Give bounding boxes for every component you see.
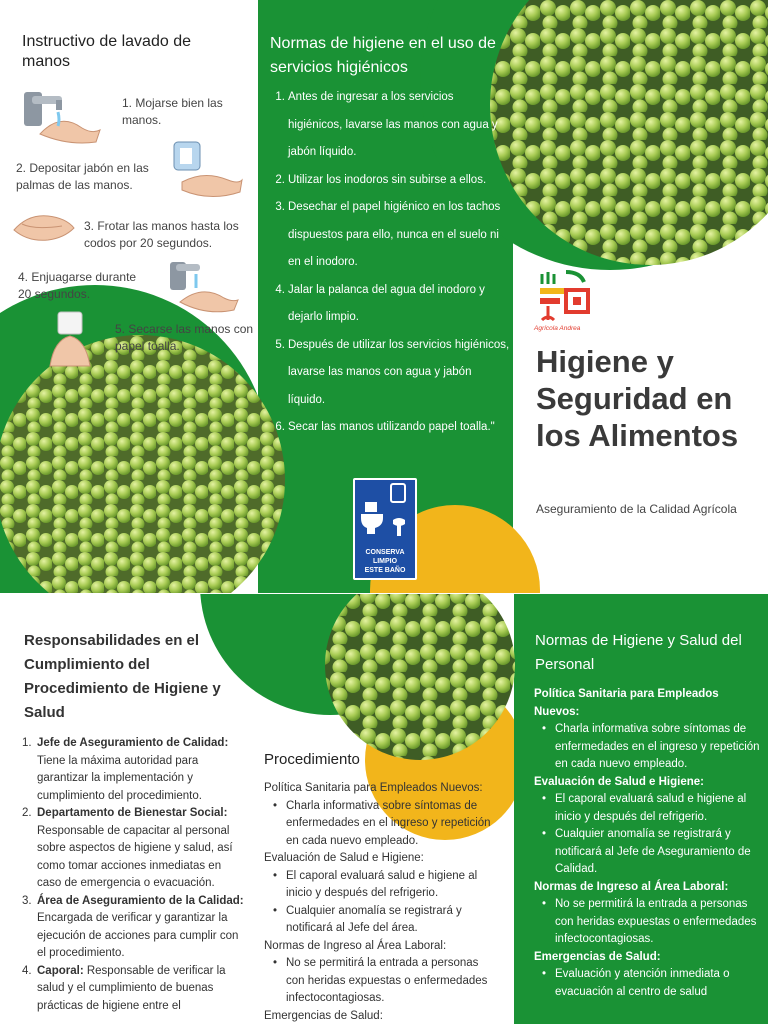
- sign-text-line2: ESTE BAÑO: [364, 567, 406, 574]
- staff-hygiene-title: Normas de Higiene y Salud del Personal: [535, 632, 742, 673]
- responsibilities-title: Responsabilidades en el Cumplimiento del Procedimiento de Higiene y Salud: [24, 632, 221, 721]
- list-item: 2. Utilizar los inodoros sin subirse a ellos.: [275, 173, 487, 186]
- section-heading: Normas de Ingreso al Área Laboral:: [264, 939, 447, 952]
- list-item: 4. Jalar la palanca del agua del inodoro y dejarlo limpio.: [275, 283, 485, 323]
- clean-bathroom-sign: [353, 478, 417, 580]
- bullet-item: • Cualquier anomalía se registrará y notificará al Jefe de Aseguramiento de Calidad.: [534, 826, 764, 879]
- handwash-step-3: 3. Frotar las manos hasta los codos por 20 segundos.: [84, 219, 239, 250]
- brochure-subtitle: Aseguramiento de la Calidad Agrícola: [536, 502, 737, 516]
- list-item: 5. Después de utilizar los servicios higiénicos, lavarse las manos con agua y jabón líquido.: [275, 338, 510, 406]
- bullet-item: • Charla informativa sobre síntomas de enfermedades en el ingreso y repetición en cada nuevo empleado.: [264, 798, 500, 851]
- section-heading: Normas de Ingreso al Área Laboral:: [534, 880, 729, 893]
- list-item: 1. Antes de ingresar a los servicios higiénicos, lavarse las manos con agua y jabón líquido.: [275, 91, 498, 158]
- bullet-item: • El caporal evaluará salud e higiene al inicio y después del refrigerio.: [264, 868, 500, 903]
- soap-hands-icon: [170, 140, 244, 202]
- list-item: 1. Jefe de Aseguramiento de Calidad: Tiene la máxima autoridad para garantizar la implementación y cumplimiento del procedimiento.: [22, 737, 229, 802]
- responsibilities-list: [22, 735, 246, 1015]
- procedure-body: [264, 780, 500, 1024]
- section-heading: Emergencias de Salud:: [534, 950, 661, 963]
- list-item: 3. Área de Aseguramiento de la Calidad: Encargada de verificar y garantizar la ejecución de acciones para cumplir con el procedimiento.: [22, 894, 244, 959]
- rubbing-hands-icon: [12, 210, 78, 250]
- list-item: 3. Desechar el papel higiénico en los tachos dispuestos para ello, nunca en el suelo ni en el inodoro.: [275, 201, 501, 268]
- list-item: 2. Departamento de Bienestar Social: Responsable de capacitar al personal sobre aspectos de higiene y salud, así como tomar acciones inmediatas en caso de emergencia o evacuación.: [22, 807, 233, 889]
- list-item: 6. Secar las manos utilizando papel toalla.": [275, 421, 495, 433]
- procedure-title: Procedimiento: [264, 751, 360, 768]
- toilet-icon: [355, 480, 415, 544]
- bullet-item: • Charla informativa sobre síntomas de enfermedades en el ingreso y repetición en cada nuevo empleado.: [534, 721, 764, 774]
- bullet-item: • No se permitirá la entrada a personas con heridas expuestas o enfermedades infectocontagiosas.: [264, 955, 500, 1008]
- faucet-hands-icon: [18, 86, 104, 146]
- bullet-item: • El caporal evaluará salud e higiene al inicio y después del refrigerio.: [534, 791, 764, 826]
- section-heading: Evaluación de Salud e Higiene:: [534, 775, 704, 788]
- restroom-rules-list: [270, 84, 510, 442]
- handwash-step-5: 5. Secarse las manos con papel toalla.: [115, 322, 254, 353]
- section-heading: Emergencias de Salud:: [264, 1009, 383, 1022]
- drying-hands-icon: [44, 310, 96, 368]
- sign-text-line1: CONSERVA LIMPIO: [365, 549, 405, 565]
- bullet-item: • Evaluación y atención inmediata o evacuación al centro de salud: [534, 966, 764, 1001]
- section-heading: Política Sanitaria para Empleados Nuevos:: [264, 782, 483, 794]
- bullet-item: • No se permitirá la entrada a personas con heridas expuestas o enfermedades infectocontagiosas.: [534, 896, 764, 949]
- section-heading: Política Sanitaria para Empleados Nuevos:: [534, 688, 719, 718]
- brochure-title: Higiene y Seguridad en los Alimentos: [536, 344, 739, 453]
- rinse-hands-icon: [166, 258, 240, 314]
- logo-caption: Agrícola Andrea: [534, 325, 581, 332]
- handwash-title: Instructivo de lavado de manos: [22, 33, 191, 70]
- bullet-item: • Cualquier anomalía se registrará y notificará al Jefe del área.: [264, 903, 500, 938]
- restroom-rules-title: Normas de higiene en el uso de servicios higiénicos: [270, 35, 496, 76]
- section-heading: Evaluación de Salud e Higiene:: [264, 852, 424, 864]
- handwash-step-2: 2. Depositar jabón en las palmas de las manos.: [16, 161, 149, 192]
- list-item: 4. Caporal: Responsable de verificar la salud y el cumplimiento de buenas prácticas de higiene entre el: [22, 964, 226, 1012]
- handwash-step-1: 1. Mojarse bien las manos.: [122, 96, 223, 127]
- staff-hygiene-body: [534, 686, 764, 1001]
- handwash-step-4: 4. Enjuagarse durante 20 segundos.: [18, 270, 137, 301]
